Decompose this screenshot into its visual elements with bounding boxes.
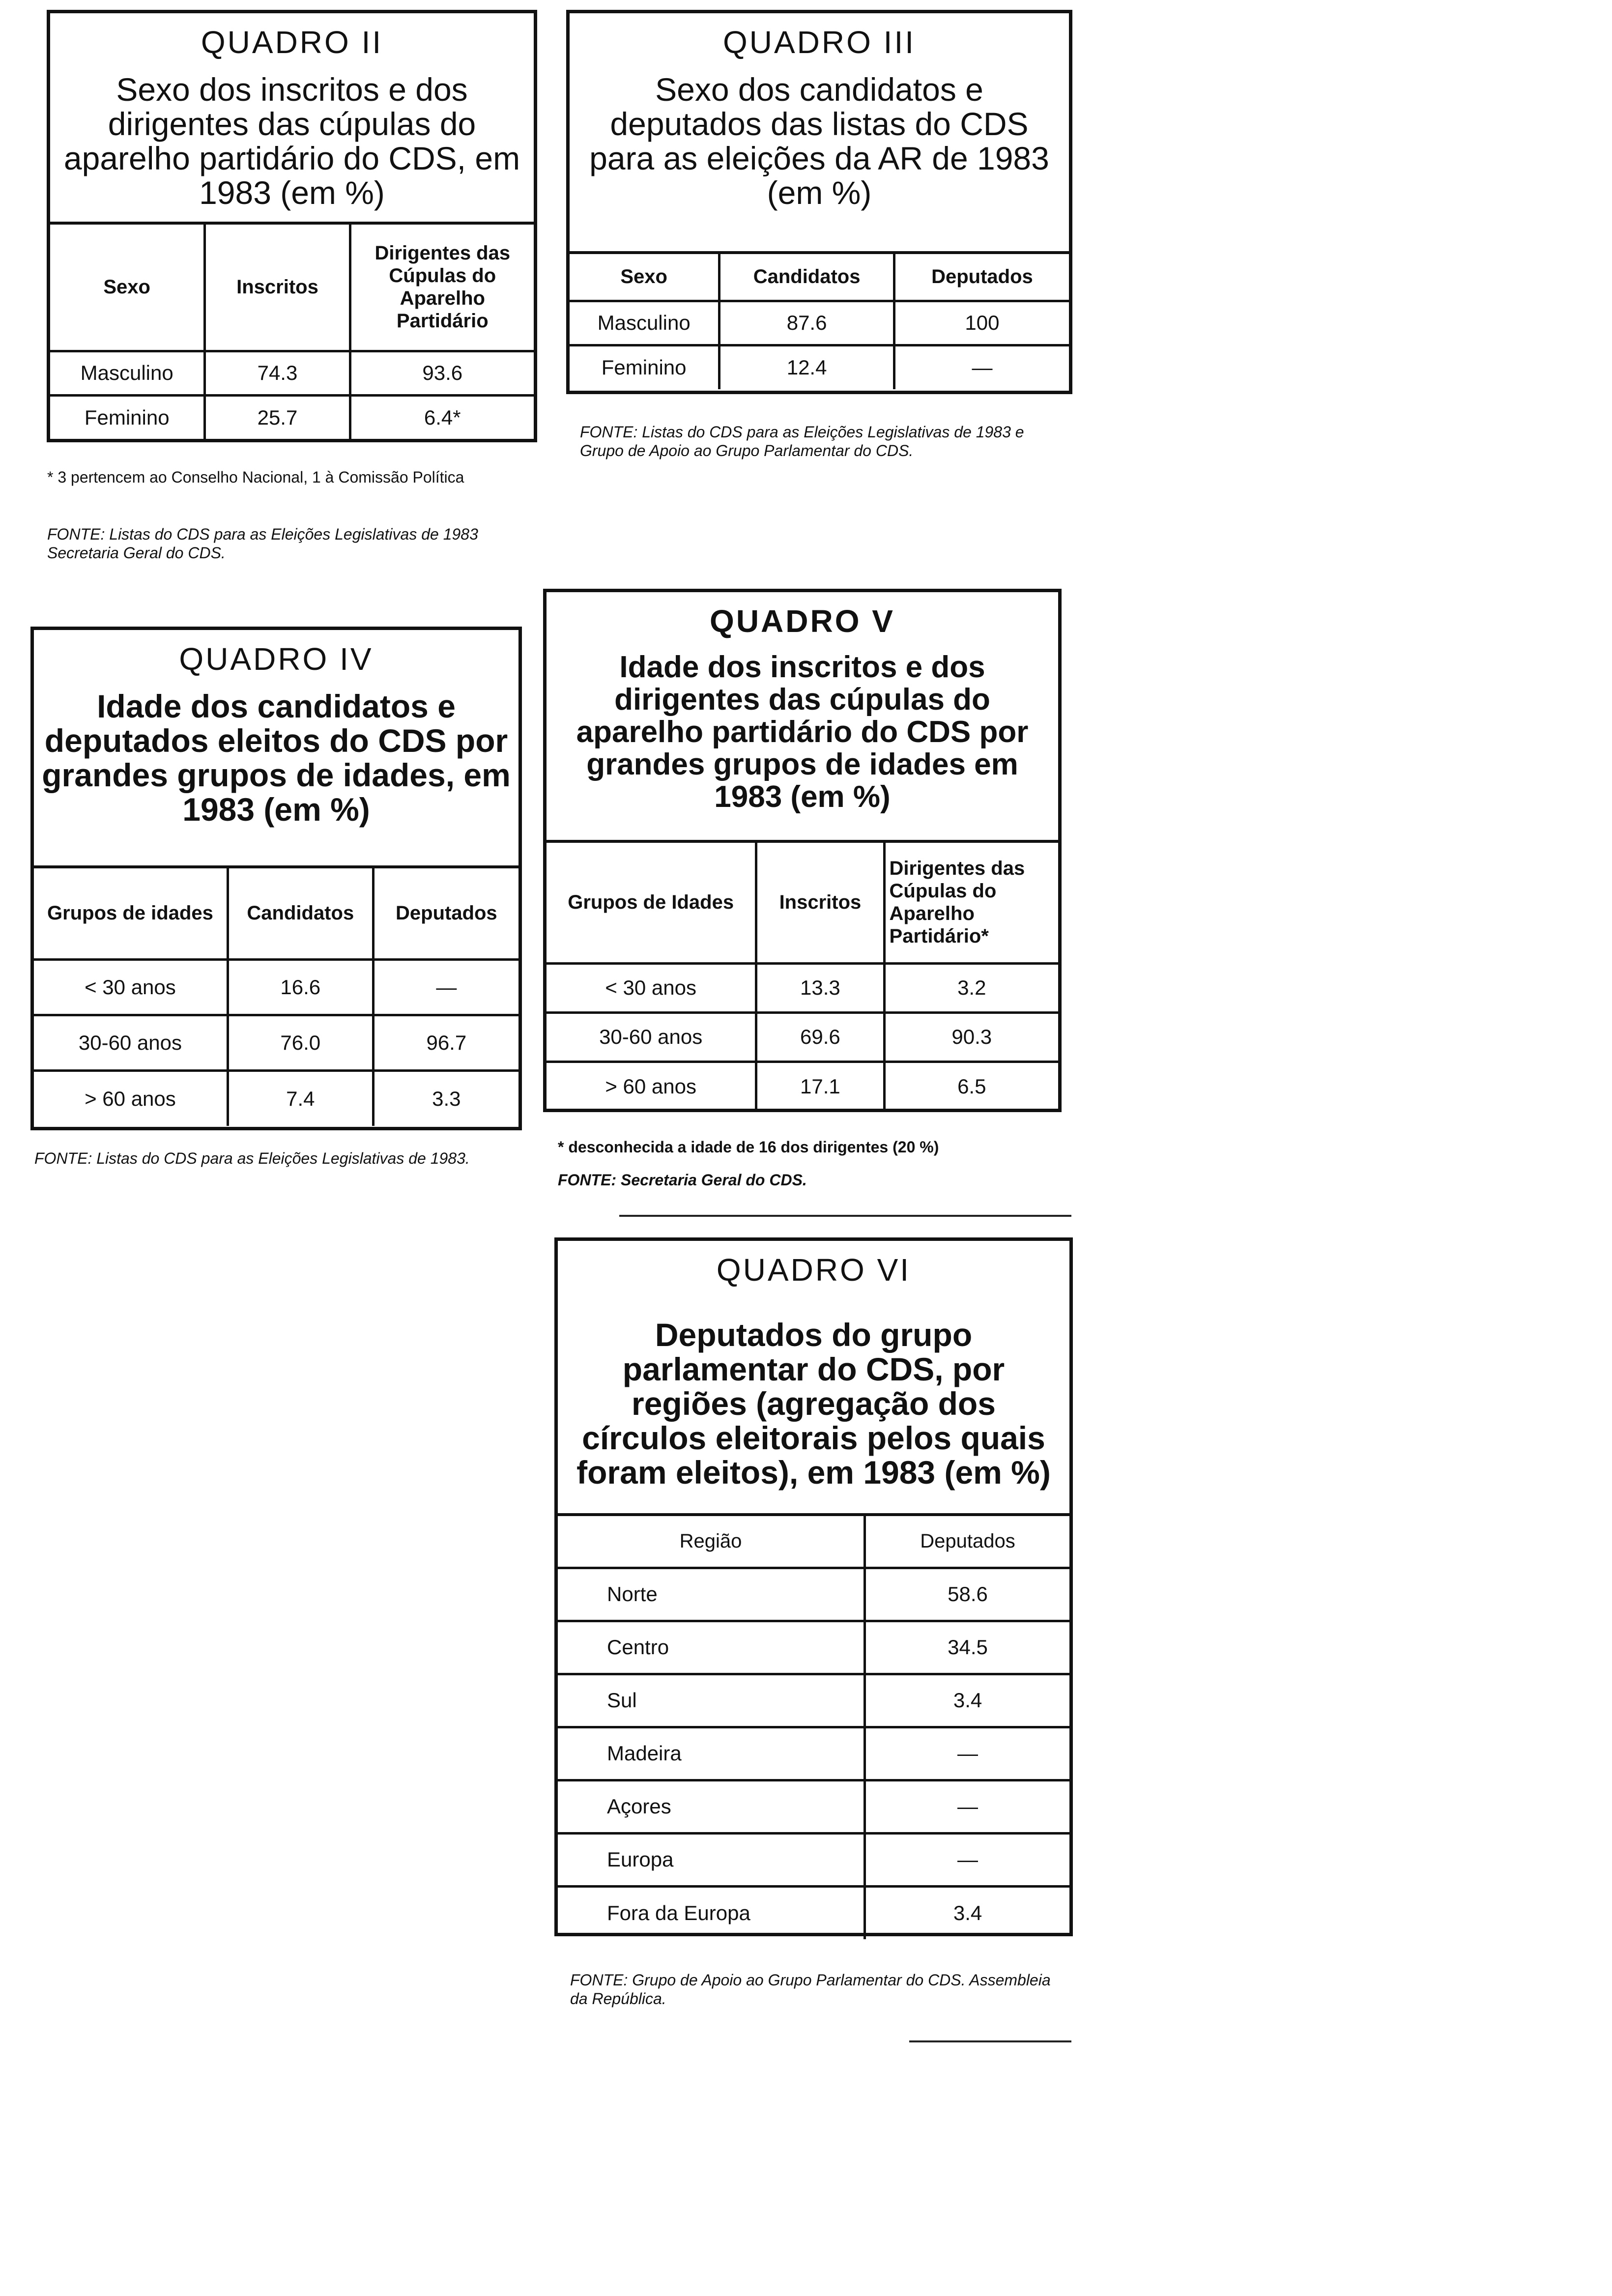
cell-value: 34.5 (865, 1621, 1069, 1674)
quadro-ii-footnote: * 3 pertencem ao Conselho Nacional, 1 à Comissão Política (47, 468, 464, 486)
cell-value: 76.0 (228, 1015, 373, 1070)
cell-value: — (894, 345, 1069, 389)
quadro-vi-source (570, 1971, 1062, 2008)
column-header-grupos: Grupos de Idades (547, 843, 756, 963)
quadro-v (543, 589, 1062, 1112)
row-label: Masculino (50, 351, 205, 395)
source-label: FONTE: (570, 1971, 628, 1989)
row-label: 30-60 anos (34, 1015, 228, 1070)
cell-value: 12.4 (720, 345, 894, 389)
table-row (558, 1833, 1069, 1886)
row-label: Norte (558, 1568, 865, 1621)
row-label: Centro (558, 1621, 865, 1674)
table-header-row (558, 1516, 1069, 1568)
source-text: Listas do CDS para as Eleições Legislativas de 1983. (96, 1149, 470, 1167)
column-header-candidatos: Candidatos (720, 254, 894, 301)
row-label: > 60 anos (547, 1062, 756, 1111)
table-row (558, 1674, 1069, 1727)
cell-value: 69.6 (756, 1012, 884, 1062)
source-label: FONTE: (580, 423, 638, 441)
column-header-deputados: Deputados (373, 868, 518, 959)
column-header-dirigentes: Dirigentes das Cúpulas do Aparelho Partidário (350, 225, 534, 351)
cell-value: 16.6 (228, 959, 373, 1015)
cell-value: 87.6 (720, 301, 894, 345)
quadro-iii-caption: Sexo dos candidatos e deputados das listas do CDS para as eleições da AR de 1983 (em %) (589, 71, 1049, 211)
table-row (558, 1886, 1069, 1939)
source-label: FONTE: (47, 525, 105, 543)
row-label: Masculino (570, 301, 720, 345)
row-label: 30-60 anos (547, 1012, 756, 1062)
table-row (34, 1015, 518, 1070)
row-label: > 60 anos (34, 1070, 228, 1126)
table-row (50, 351, 534, 395)
cell-value: 13.3 (756, 963, 884, 1012)
cell-value: — (865, 1780, 1069, 1833)
cell-value: 17.1 (756, 1062, 884, 1111)
source-text: Listas do CDS para as Eleições Legislativas de 1983 Secretaria Geral do CDS. (47, 525, 478, 562)
quadro-iii-header (570, 13, 1069, 254)
cell-value: 25.7 (205, 395, 350, 439)
table-header-row (570, 254, 1069, 301)
quadro-v-footnote: * desconhecida a idade de 16 dos dirigentes (20 %) (558, 1138, 939, 1156)
source-text: Grupo de Apoio ao Grupo Parlamentar do CDS. Assembleia da República. (570, 1971, 1051, 2008)
cell-value: 100 (894, 301, 1069, 345)
table-row (547, 1012, 1058, 1062)
source-text: Listas do CDS para as Eleições Legislativas de 1983 e Grupo de Apoio ao Grupo Parlamentar do CDS. (580, 423, 1024, 459)
separator-rule (909, 2040, 1071, 2042)
cell-value: 3.3 (373, 1070, 518, 1126)
source-text: Secretaria Geral do CDS. (620, 1171, 807, 1189)
quadro-v-caption: Idade dos inscritos e dos dirigentes das cúpulas do aparelho partidário do CDS por grandes grupos de idades em 1983 (em %) (576, 650, 1029, 814)
cell-value: 58.6 (865, 1568, 1069, 1621)
cell-value: 6.4* (350, 395, 534, 439)
table-row (570, 301, 1069, 345)
cell-value: 93.6 (350, 351, 534, 395)
quadro-ii-title: QUADRO II (201, 25, 383, 60)
column-header-candidatos: Candidatos (228, 868, 373, 959)
table-row (50, 395, 534, 439)
quadro-iv (30, 627, 522, 1130)
row-label: Sul (558, 1674, 865, 1727)
quadro-iii-table (570, 254, 1069, 389)
source-label: FONTE: (558, 1171, 617, 1189)
quadro-v-source (558, 1171, 1064, 1189)
table-row (558, 1621, 1069, 1674)
quadro-ii-table (50, 225, 534, 439)
quadro-iv-header (34, 630, 518, 868)
table-row (34, 959, 518, 1015)
cell-value: 3.4 (865, 1674, 1069, 1727)
cell-value: 3.2 (884, 963, 1058, 1012)
table-row (34, 1070, 518, 1126)
row-label: Feminino (570, 345, 720, 389)
quadro-vi-header (558, 1241, 1069, 1516)
quadro-iv-caption: Idade dos candidatos e deputados eleitos do CDS por grandes grupos de idades, em 1983 (em %) (42, 688, 511, 828)
table-row (558, 1780, 1069, 1833)
table-row (558, 1727, 1069, 1780)
quadro-v-title: QUADRO V (710, 603, 895, 639)
cell-value: 7.4 (228, 1070, 373, 1126)
quadro-ii (47, 10, 537, 442)
cell-value: — (865, 1833, 1069, 1886)
quadro-iii (566, 10, 1072, 394)
row-label: Açores (558, 1780, 865, 1833)
row-label: Madeira (558, 1727, 865, 1780)
quadro-iv-table (34, 868, 518, 1126)
column-header-inscritos: Inscritos (205, 225, 350, 351)
cell-value: 3.4 (865, 1886, 1069, 1939)
cell-value: — (373, 959, 518, 1015)
column-header-sexo: Sexo (50, 225, 205, 351)
table-row (547, 963, 1058, 1012)
quadro-ii-header (50, 13, 534, 225)
column-header-deputados: Deputados (865, 1516, 1069, 1568)
column-header-sexo: Sexo (570, 254, 720, 301)
source-label: FONTE: (34, 1149, 92, 1167)
quadro-vi-table (558, 1516, 1069, 1939)
quadro-iv-source (34, 1149, 521, 1168)
quadro-v-table (547, 843, 1058, 1111)
table-row (570, 345, 1069, 389)
table-row (547, 1062, 1058, 1111)
quadro-vi-title: QUADRO VI (716, 1252, 911, 1288)
table-header-row (547, 843, 1058, 963)
quadro-iii-source (580, 423, 1066, 460)
column-header-deputados: Deputados (894, 254, 1069, 301)
quadro-vi (554, 1237, 1073, 1936)
cell-value: 74.3 (205, 351, 350, 395)
quadro-iv-title: QUADRO IV (179, 641, 374, 677)
row-label: < 30 anos (547, 963, 756, 1012)
quadro-vi-caption: Deputados do grupo parlamentar do CDS, por regiões (agregação dos círculos eleitorais pelos quais foram eleitos), em 1983 (em %) (576, 1317, 1051, 1491)
row-label: Fora da Europa (558, 1886, 865, 1939)
row-label: Europa (558, 1833, 865, 1886)
column-header-regiao: Região (558, 1516, 865, 1568)
cell-value: 6.5 (884, 1062, 1058, 1111)
quadro-v-header (547, 592, 1058, 843)
row-label: Feminino (50, 395, 205, 439)
column-header-grupos: Grupos de idades (34, 868, 228, 959)
quadro-iii-title: QUADRO III (722, 25, 916, 60)
cell-value: 96.7 (373, 1015, 518, 1070)
column-header-inscritos: Inscritos (756, 843, 884, 963)
table-row (558, 1568, 1069, 1621)
quadro-ii-source (47, 525, 534, 562)
column-header-dirigentes: Dirigentes das Cúpulas do Aparelho Partidário* (884, 843, 1058, 963)
table-header-row (50, 225, 534, 351)
row-label: < 30 anos (34, 959, 228, 1015)
table-header-row (34, 868, 518, 959)
quadro-ii-caption: Sexo dos inscritos e dos dirigentes das cúpulas do aparelho partidário do CDS, em 1983 (em %) (63, 71, 520, 211)
cell-value: 90.3 (884, 1012, 1058, 1062)
cell-value: — (865, 1727, 1069, 1780)
separator-rule (619, 1215, 1071, 1217)
